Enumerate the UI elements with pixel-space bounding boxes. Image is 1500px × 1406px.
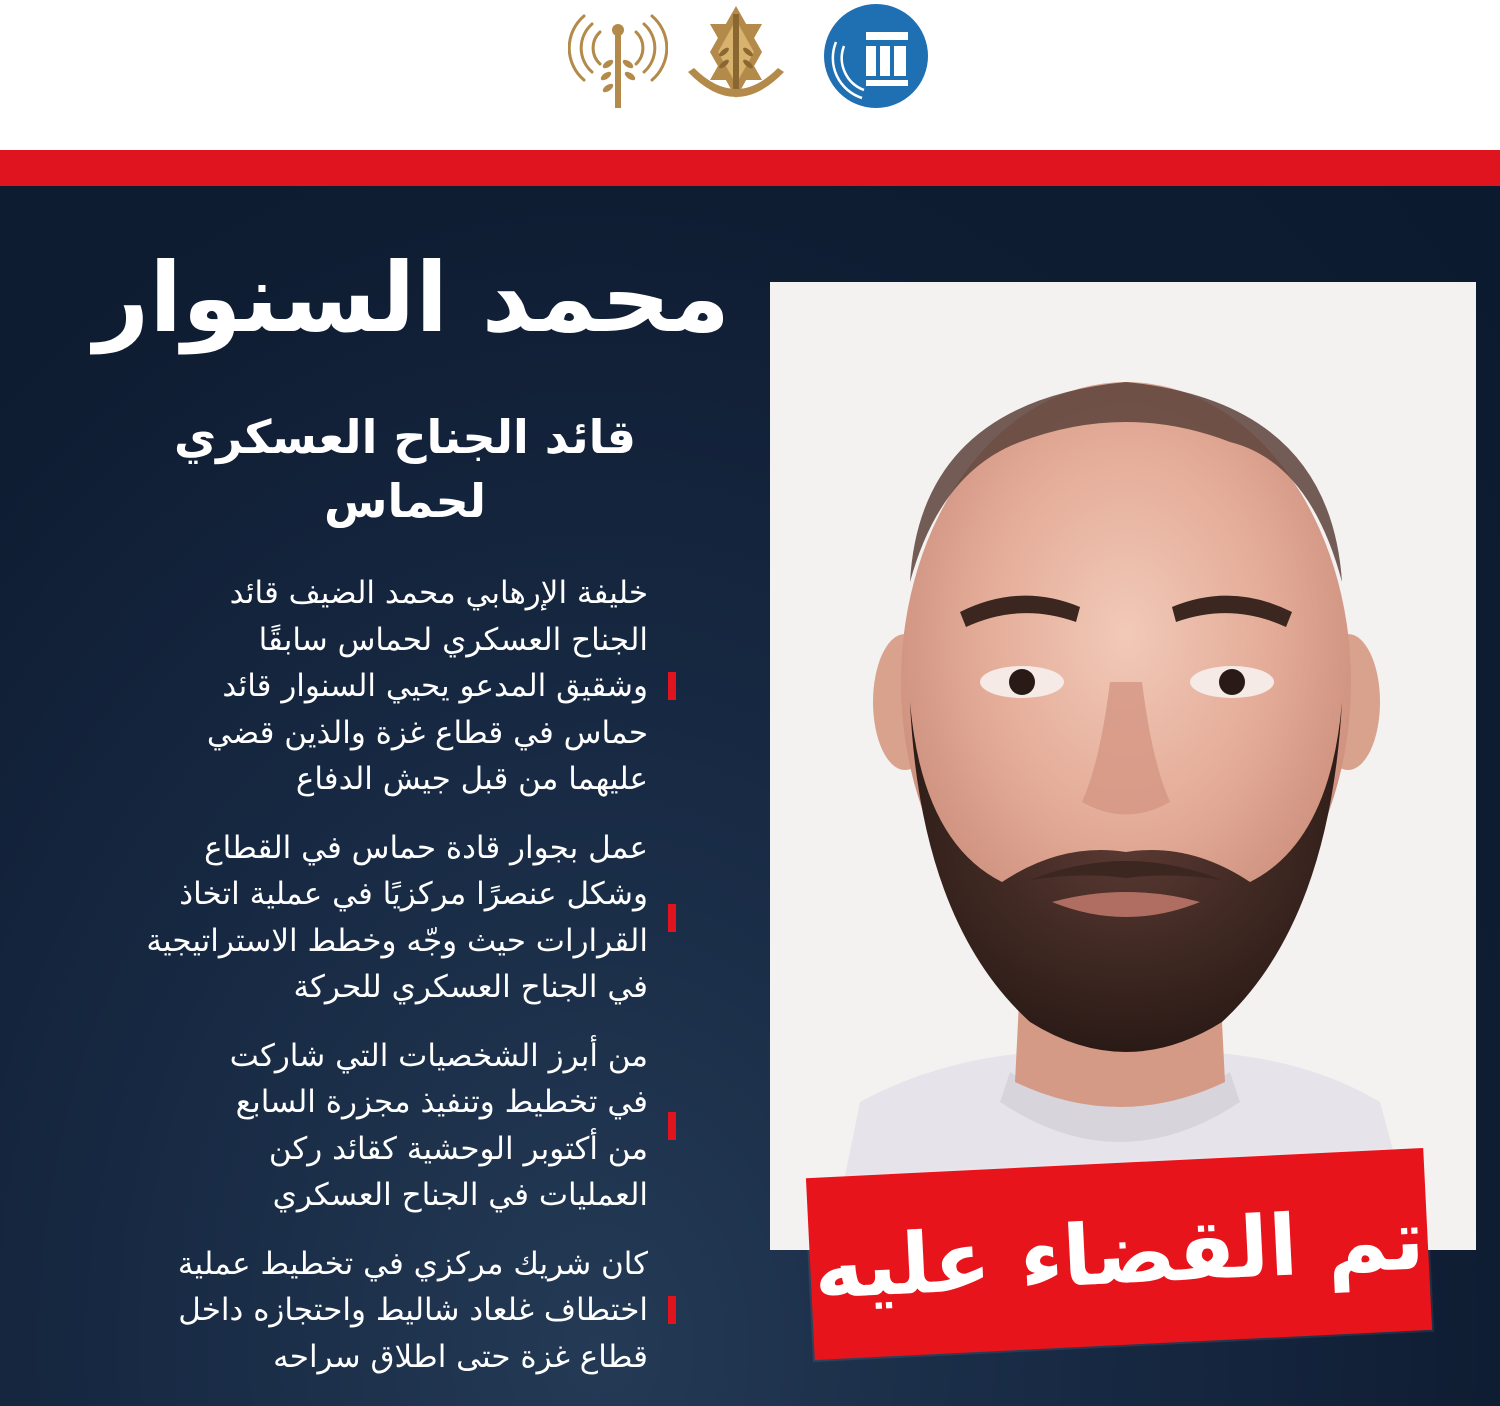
bullet-line: الجناح العسكري لحماس سابقًا [258, 621, 648, 658]
shin-bet-emblem-icon [822, 2, 930, 110]
bullet-line: من أبرز الشخصيات التي شاركت [229, 1037, 648, 1074]
bullet-text [60, 570, 648, 803]
idf-star-sword-emblem-icon [674, 2, 798, 116]
bullet-line: عمل بجوار قادة حماس في القطاع [204, 829, 648, 866]
portrait-photo [770, 282, 1476, 1250]
red-bullet-marker [668, 1112, 676, 1140]
header [0, 0, 1500, 150]
red-bullet-marker [668, 672, 676, 700]
person-name: محمد السنوار [93, 242, 730, 354]
bullet-text [60, 825, 648, 1011]
red-divider-bar [0, 150, 1500, 186]
portrait-illustration [770, 282, 1476, 1250]
red-bullet-marker [668, 904, 676, 932]
person-title [100, 405, 710, 533]
bullet-line: خليفة الإرهابي محمد الضيف قائد [229, 575, 648, 611]
bullet-list [60, 570, 680, 1402]
bullet-line: من أكتوبر الوحشية كقائد ركن [268, 1130, 648, 1167]
bullet-line: وشكل عنصرًا مركزيًا في عملية اتخاذ [179, 876, 648, 912]
bullet-line: وشقيق المدعو يحيي السنوار قائد [222, 668, 648, 704]
bullet-line: عليهما من قبل جيش الدفاع [295, 761, 648, 797]
bullet-line: العمليات في الجناح العسكري [272, 1177, 648, 1213]
bullet-line: كان شريك مركزي في تخطيط عملية [177, 1245, 648, 1282]
red-bullet-marker [668, 1296, 676, 1324]
person-title-line-1: قائد الجناح العسكري [174, 410, 636, 464]
bullet-item [60, 825, 680, 1011]
bullet-line: حماس في قطاع غزة والذين قضي [206, 714, 648, 751]
bullet-line: في تخطيط وتنفيذ مجزرة السابع [235, 1084, 648, 1120]
bullet-line: القرارات حيث وجّه وخطط الاستراتيجية [146, 922, 648, 959]
bullet-line: قطاع غزة حتى اطلاق سراحه [273, 1338, 648, 1375]
bullet-item [60, 570, 680, 803]
bullet-item [60, 1241, 680, 1381]
eliminated-stamp [806, 1148, 1432, 1360]
bullet-text [60, 1241, 648, 1381]
eliminated-stamp-text: تم القضاء عليه [811, 1190, 1427, 1318]
bullet-line: في الجناح العسكري للحركة [293, 969, 648, 1005]
bullet-text [60, 1033, 648, 1219]
person-title-line-2: لحماس [323, 474, 486, 528]
radio-antenna-emblem-icon [568, 2, 668, 114]
bullet-item [60, 1033, 680, 1219]
bullet-line: اختطاف غلعاد شاليط واحتجازه داخل [178, 1292, 648, 1328]
